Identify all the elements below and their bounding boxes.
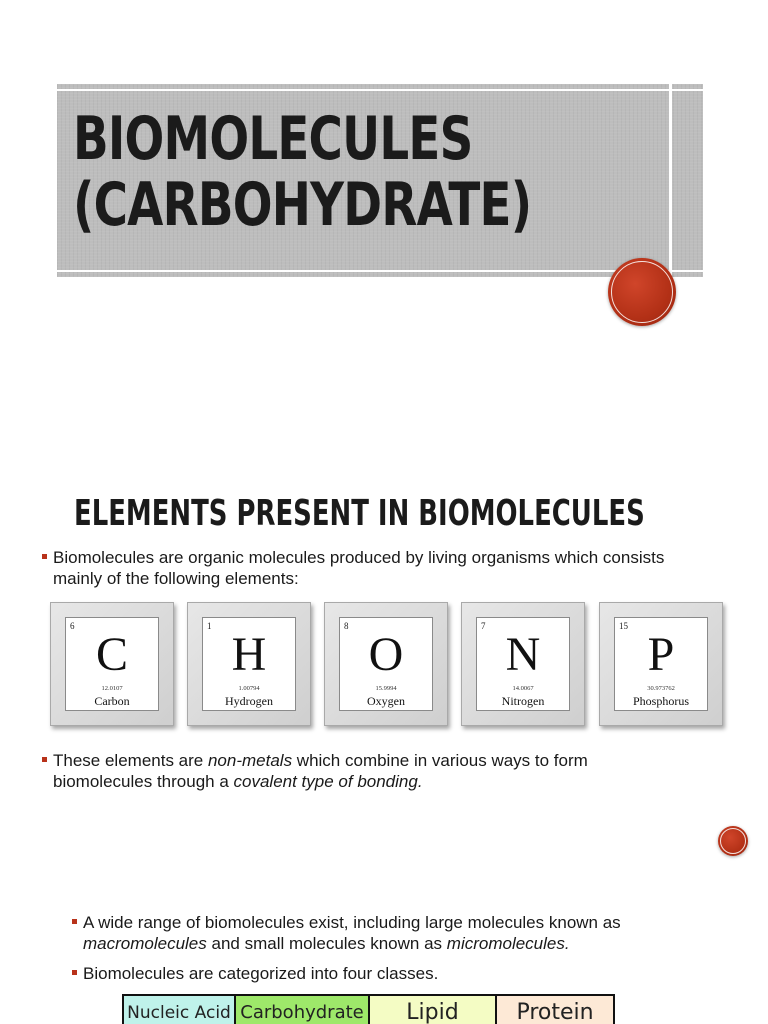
- atomic-number: 1: [207, 621, 212, 631]
- bullet-text: [42, 750, 682, 792]
- bullet-text-part: which combine in various ways to form biomolecules through a: [53, 751, 588, 791]
- banner-divider: [669, 84, 672, 277]
- class-cell-nucleic-acid: Nucleic Acid: [124, 996, 236, 1024]
- element-name: Nitrogen: [501, 694, 545, 708]
- element-symbol: H: [231, 628, 267, 681]
- bullet-emphasis: macromolecules: [83, 934, 207, 953]
- bullet-emphasis: micromolecules.: [446, 934, 570, 953]
- element-symbol: C: [95, 628, 128, 681]
- element-tile-oxygen: [324, 602, 448, 726]
- slide-title: [73, 106, 533, 238]
- atomic-number: 8: [344, 621, 349, 631]
- decorative-red-circle-icon: [718, 826, 748, 856]
- title-banner: [57, 84, 703, 277]
- atomic-mass: 12.0107: [101, 685, 123, 692]
- atomic-mass: 15.9994: [375, 685, 397, 692]
- element-symbol: P: [647, 628, 675, 681]
- bullet-emphasis: non-metals: [207, 751, 293, 770]
- atomic-number: 6: [70, 621, 75, 631]
- atomic-number: 7: [481, 621, 486, 631]
- element-name: Carbon: [94, 694, 130, 708]
- bullet-text-part: A wide range of biomolecules exist, including large molecules known as: [83, 913, 621, 932]
- bullet-text: Biomolecules are categorized into four classes.: [72, 963, 722, 984]
- atomic-mass: 14.0067: [512, 685, 534, 692]
- bullet-emphasis: covalent type of bonding.: [233, 772, 423, 791]
- class-cell-lipid: Lipid: [370, 996, 497, 1024]
- atomic-mass: 1.00794: [238, 685, 260, 692]
- element-tile-phosphorus: [599, 602, 723, 726]
- class-cell-carbohydrate: Carbohydrate: [236, 996, 370, 1024]
- title-line-1: BIOMOLECULES: [73, 104, 473, 174]
- element-tile-nitrogen: [461, 602, 585, 726]
- atomic-mass: 30.973762: [647, 685, 675, 692]
- element-name: Hydrogen: [225, 694, 273, 708]
- class-cell-protein: Protein: [497, 996, 613, 1024]
- bullet-text-part: and small molecules known as: [206, 934, 447, 953]
- element-name: Phosphorus: [632, 694, 689, 708]
- element-tile-carbon: [50, 602, 174, 726]
- element-symbol: N: [505, 628, 541, 681]
- bullet-text-part: These elements are: [53, 751, 208, 770]
- biomolecule-class-table: [122, 994, 615, 1024]
- decorative-red-circle-icon: [608, 258, 676, 326]
- bullet-text: [72, 912, 722, 954]
- bullet-text: Biomolecules are organic molecules produced by living organisms which consists mainly of the following elements:: [42, 547, 682, 589]
- element-symbol: O: [368, 628, 404, 681]
- element-name: Oxygen: [367, 694, 405, 708]
- element-tiles: [50, 602, 726, 728]
- section-heading: ELEMENTS PRESENT IN BIOMOLECULES: [74, 493, 645, 534]
- atomic-number: 15: [619, 621, 628, 631]
- element-tile-hydrogen: [187, 602, 311, 726]
- title-line-2: (CARBOHYDRATE): [73, 170, 532, 240]
